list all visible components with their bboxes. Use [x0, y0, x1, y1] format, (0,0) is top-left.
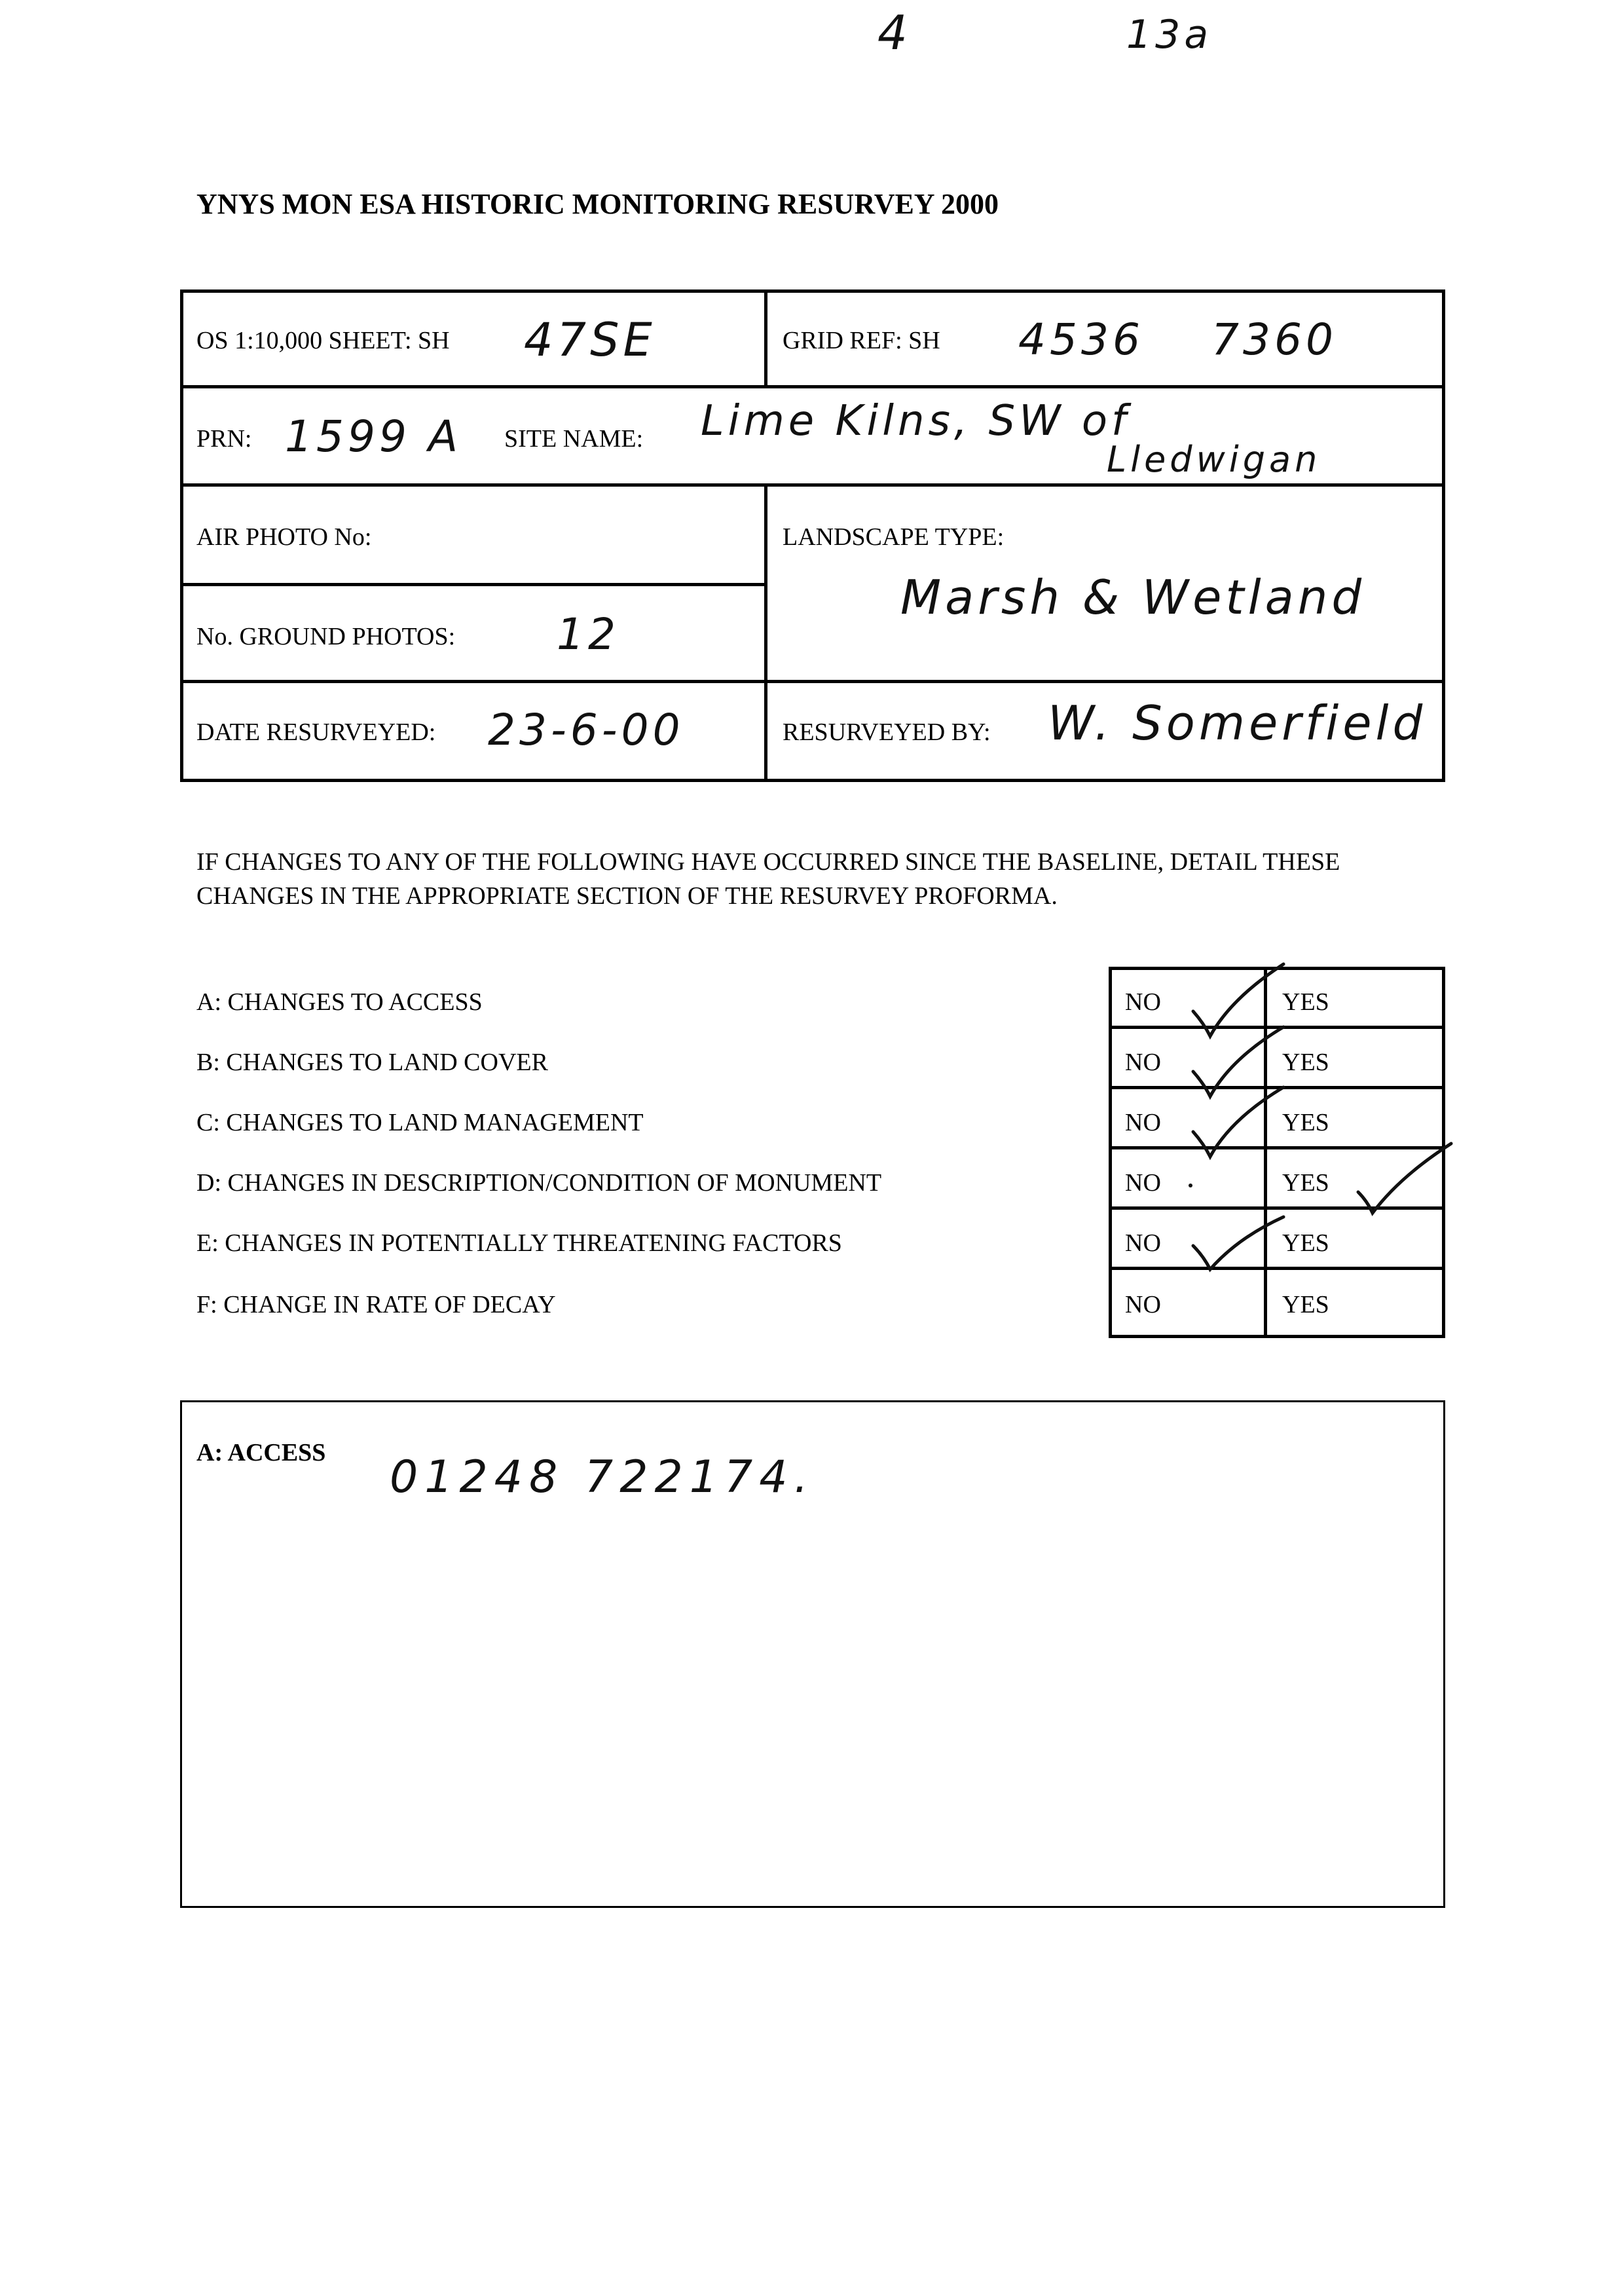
access-section-label: A: ACCESS	[196, 1439, 326, 1466]
site-name-label: SITE NAME:	[504, 425, 644, 453]
os-sheet-value: 47SE	[524, 313, 656, 367]
yes-option-e[interactable]: YES	[1282, 1229, 1329, 1257]
pen-dot-mark	[1184, 1179, 1197, 1192]
page-number-note: 4	[877, 5, 912, 60]
date-resurveyed-label: DATE RESURVEYED:	[196, 718, 436, 746]
ground-photos-value: 12	[557, 609, 619, 660]
change-label-c: C: CHANGES TO LAND MANAGEMENT	[196, 1109, 644, 1136]
landscape-type-value: Marsh & Wetland	[900, 570, 1366, 625]
change-label-b: B: CHANGES TO LAND COVER	[196, 1049, 548, 1076]
yes-option-d[interactable]: YES	[1282, 1169, 1329, 1197]
change-label-d: D: CHANGES IN DESCRIPTION/CONDITION OF MONUMENT	[196, 1169, 882, 1197]
row-divider	[180, 385, 1445, 388]
no-option-f[interactable]: NO	[1125, 1291, 1161, 1318]
yes-option-c[interactable]: YES	[1282, 1109, 1329, 1136]
no-option-c[interactable]: NO	[1125, 1109, 1161, 1136]
os-sheet-label: OS 1:10,000 SHEET: SH	[196, 327, 450, 354]
page-title: YNYS MON ESA HISTORIC MONITORING RESURVEY 2000	[196, 188, 999, 220]
row-divider	[180, 583, 767, 586]
access-section-value[interactable]: 01248 722174.	[390, 1451, 815, 1503]
row-divider	[180, 483, 1445, 487]
checkmark-icon	[1353, 1138, 1458, 1223]
change-label-e: E: CHANGES IN POTENTIALLY THREATENING FACTORS	[196, 1229, 842, 1257]
yes-option-f[interactable]: YES	[1282, 1291, 1329, 1318]
reference-note: 13a	[1126, 12, 1213, 58]
column-divider	[764, 289, 767, 386]
date-resurveyed-value: 23-6-00	[488, 705, 684, 755]
site-name-value-line2: Lledwigan	[1107, 439, 1321, 480]
resurveyed-by-label: RESURVEYED BY:	[783, 718, 991, 746]
checkmark-icon	[1185, 1205, 1290, 1277]
instructions-text: IF CHANGES TO ANY OF THE FOLLOWING HAVE OCCURRED SINCE THE BASELINE, DETAIL THESE CHANGES IN THE APPROPRIATE SECTION OF THE RESURVEY PROFORMA.	[196, 848, 1340, 910]
checkmark-icon	[1185, 1079, 1290, 1165]
change-label-f: F: CHANGE IN RATE OF DECAY	[196, 1291, 556, 1318]
air-photo-label: AIR PHOTO No:	[196, 523, 372, 551]
no-option-b[interactable]: NO	[1125, 1049, 1161, 1076]
change-label-a: A: CHANGES TO ACCESS	[196, 988, 483, 1016]
yes-option-a[interactable]: YES	[1282, 988, 1329, 1016]
ground-photos-label: No. GROUND PHOTOS:	[196, 623, 456, 650]
prn-label: PRN:	[196, 425, 252, 453]
prn-value: 1599 A	[285, 411, 462, 462]
site-name-value-line1: Lime Kilns, SW of	[701, 397, 1130, 445]
landscape-type-label: LANDSCAPE TYPE:	[783, 523, 1005, 551]
resurveyed-by-value: W. Somerfield	[1048, 696, 1427, 751]
no-option-d[interactable]: NO	[1125, 1169, 1161, 1197]
column-divider	[764, 483, 767, 782]
grid-ref-easting: 4536	[1018, 314, 1144, 365]
yes-option-b[interactable]: YES	[1282, 1049, 1329, 1076]
row-divider	[180, 680, 1445, 683]
grid-ref-label: GRID REF: SH	[783, 327, 940, 354]
no-option-e[interactable]: NO	[1125, 1229, 1161, 1257]
no-option-a[interactable]: NO	[1125, 988, 1161, 1016]
grid-ref-northing: 7360	[1211, 314, 1337, 365]
